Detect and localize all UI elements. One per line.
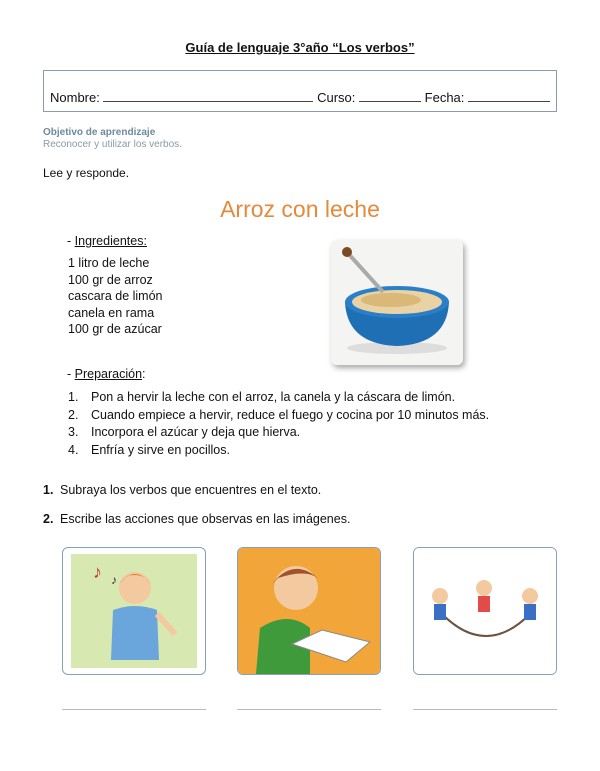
ingredient-item: 100 gr de arroz: [68, 272, 153, 287]
question-text: Escribe las acciones que observas en las imágenes.: [60, 512, 351, 526]
step-number: 4.: [68, 442, 79, 457]
jump-rope-kids-image: [413, 547, 557, 675]
question-number: 1.: [43, 483, 54, 497]
question-number: 2.: [43, 512, 54, 526]
ingredients-list: [68, 255, 163, 338]
name-field[interactable]: [103, 89, 313, 102]
rice-pudding-image: [331, 240, 463, 365]
ingredients-heading-label: Ingredientes:: [74, 234, 147, 248]
date-field[interactable]: [468, 89, 550, 102]
bullet-dash: -: [67, 367, 75, 381]
ingredient-item: 1 litro de leche: [68, 256, 150, 270]
page-title: Guía de lenguaje 3°año “Los verbos”: [185, 40, 415, 55]
ingredients-heading: [67, 234, 147, 248]
svg-text:♪: ♪: [111, 573, 117, 587]
objective-heading: Objetivo de aprendizaje: [43, 127, 156, 138]
preparation-heading-label: Preparación: [74, 367, 143, 381]
student-info-form: [50, 89, 550, 105]
objective-text: Reconocer y utilizar los verbos.: [43, 139, 182, 150]
step-item: [68, 424, 489, 442]
answer-line-1[interactable]: [62, 709, 206, 710]
recipe-title: Arroz con leche: [220, 196, 380, 222]
step-text: Cuando empiece a hervir, reduce el fuego y cocina por 10 minutos más.: [91, 407, 490, 422]
preparation-steps: [68, 389, 489, 459]
bullet-dash: -: [67, 234, 75, 248]
answer-line-2[interactable]: [237, 709, 381, 710]
step-text: Incorpora el azúcar y deja que hierva.: [91, 425, 301, 439]
step-item: [68, 442, 489, 460]
question-1: [43, 483, 321, 497]
step-text: Pon a hervir la leche con el arroz, la canela y la cáscara de limón.: [91, 390, 456, 404]
colon: :: [142, 367, 146, 381]
step-number: 3.: [68, 425, 79, 439]
step-number: 1.: [68, 390, 79, 404]
svg-text:♪: ♪: [93, 562, 102, 582]
course-label: Curso:: [317, 90, 356, 105]
course-field[interactable]: [359, 89, 421, 102]
step-item: [68, 407, 489, 425]
date-label: Fecha:: [424, 90, 465, 105]
reading-boy-image: [237, 547, 381, 675]
ingredient-item: 100 gr de azúcar: [68, 322, 162, 336]
ingredient-item: cascara de limón: [68, 289, 163, 303]
ingredient-item: canela en rama: [68, 305, 155, 320]
singing-boy-image: [62, 547, 206, 675]
step-number: 2.: [68, 407, 79, 422]
question-text: Subraya los verbos que encuentres en el texto.: [60, 483, 322, 497]
step-item: [68, 389, 489, 407]
answer-line-3[interactable]: [413, 709, 557, 710]
step-text: Enfría y sirve en pocillos.: [91, 442, 230, 457]
instruction-text: Lee y responde.: [43, 166, 130, 180]
question-2: [43, 512, 350, 526]
preparation-heading: [67, 367, 146, 381]
name-label: Nombre:: [50, 90, 100, 105]
